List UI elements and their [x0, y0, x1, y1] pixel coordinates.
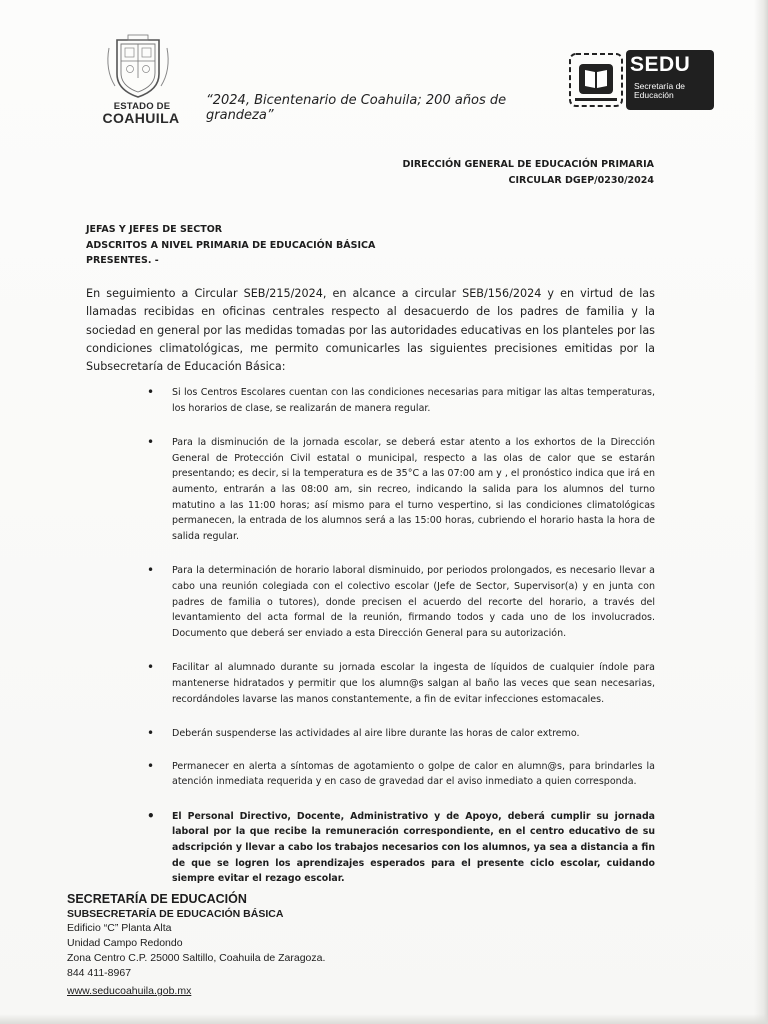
footer-phone: 844 411-8967: [67, 967, 132, 979]
list-item: • Permanecer en alerta a síntomas de agotamiento o golpe de calor en alumn@s, para brindarles la atención inmediata requerida y en caso de gravedad dar el aviso inmediato a quien corresponda.: [147, 759, 655, 790]
sedu-subtitle-line1: Secretaría de: [634, 81, 686, 91]
footer-address: Edificio “C” Planta Alta: [67, 922, 172, 934]
page-edge-shadow: [0, 1014, 768, 1024]
direction-name: DIRECCIÓN GENERAL DE EDUCACIÓN PRIMARIA: [402, 159, 654, 170]
recipients-block: [86, 222, 486, 269]
estado-label: ESTADO DE: [113, 101, 171, 112]
footer-title: SECRETARÍA DE EDUCACIÓN: [67, 892, 247, 906]
sedu-title: SEDU: [630, 53, 691, 76]
recipient-line: JEFAS Y JEFES DE SECTOR: [86, 224, 223, 235]
sedu-subtitle-line2: Educación: [634, 90, 674, 100]
footer-block: [67, 892, 427, 999]
list-item: • Deberán suspenderse las actividades al aire libre durante las horas de calor extremo.: [147, 726, 655, 742]
list-item: • Facilitar al alumnado durante su jornada escolar la ingesta de líquidos de cualquier índole para mantenerse hidratados y permitir que los alumn@s salgan al baño las veces que sean necesarias, recordándoles lavarse las manos constantemente, a fin de evitar infecciones estomacales.: [147, 660, 655, 707]
recipient-line: PRESENTES. -: [86, 255, 159, 266]
coahuila-seal-icon: [101, 34, 175, 100]
institutional-motto: “2024, Bicentenario de Coahuila; 200 años de grandeza”: [206, 93, 507, 123]
recipient-line: ADSCRITOS A NIVEL PRIMARIA DE EDUCACIÓN BÁSICA: [86, 239, 376, 251]
list-item: • Para la disminución de la jornada escolar, se deberá estar atento a los exhortos de la Dirección General de Protección Civil estatal o municipal, respecto a las olas de calor que se estarán presentando; es decir, si la temperatura es de 35°C a las 07:00 am y , el pronóstico indica que irá en aumento, entrarán a las 08:00 am, sin recreo, indicando la salida para los alumnos del turno matutino a las 11:00 horas; así mismo para el turno vespertino, si las condiciones climatológicas permanecen, la entrada de los alumnos será a las 15:00 horas, cubriendo el horario hasta la hora de salida regular.: [147, 435, 655, 544]
bullet-list: [147, 385, 655, 887]
list-item: • El Personal Directivo, Docente, Administrativo y de Apoyo, deberá cumplir su jornada laboral por la que recibe la remuneración correspondiente, en el centro educativo de su adscripción y llevar a cabo los trabajos necesarios con los alumnos, ya sea a distancia a fin de que se logren los aprendizajes esperados para el presente ciclo escolar, cuidando siempre evitar el rezago escolar.: [147, 809, 655, 887]
direction-block: [330, 157, 654, 189]
intro-paragraph: En seguimiento a Circular SEB/215/2024, en alcance a circular SEB/156/2024 y en virtud de las llamadas recibidas en oficinas centrales respecto al desacuerdo de los padres de familia y la sociedad en general por las medidas tomadas por las autoridades educativas en los planteles por las condiciones climatológicas, me permito comunicarles las siguientes precisiones emitidas por la Subsecretaría de Educación Básica:: [86, 287, 655, 374]
circular-number: CIRCULAR DGEP/0230/2024: [508, 175, 654, 186]
list-item: • Si los Centros Escolares cuentan con las condiciones necesarias para mitigar las altas temperaturas, los horarios de clase, se realizarán de manera regular.: [147, 385, 655, 416]
state-name: COAHUILA: [102, 110, 180, 126]
footer-subtitle: SUBSECRETARÍA DE EDUCACIÓN BÁSICA: [67, 908, 284, 920]
page-edge-shadow: [754, 0, 768, 1024]
website-link[interactable]: www.seducoahuila.gob.mx: [67, 985, 192, 997]
footer-address: Unidad Campo Redondo: [67, 937, 183, 949]
sedu-logo: [566, 50, 714, 110]
footer-address: Zona Centro C.P. 25000 Saltillo, Coahuila de Zaragoza.: [67, 952, 326, 964]
book-icon: [566, 50, 626, 110]
list-item: • Para la determinación de horario laboral disminuido, por periodos prolongados, es necesario llevar a cabo una reunión colegiada con el colectivo escolar (Jefe de Sector, Supervisor(a) y en junta con padres de familia o tutores), donde precisen el acuerdo del recorte del horario, a través del levantamiento del acta formal de la reunión, firmando todos y cada uno de los involucrados. Documento que deberá ser enviado a esta Dirección General para su autorización.: [147, 563, 655, 641]
